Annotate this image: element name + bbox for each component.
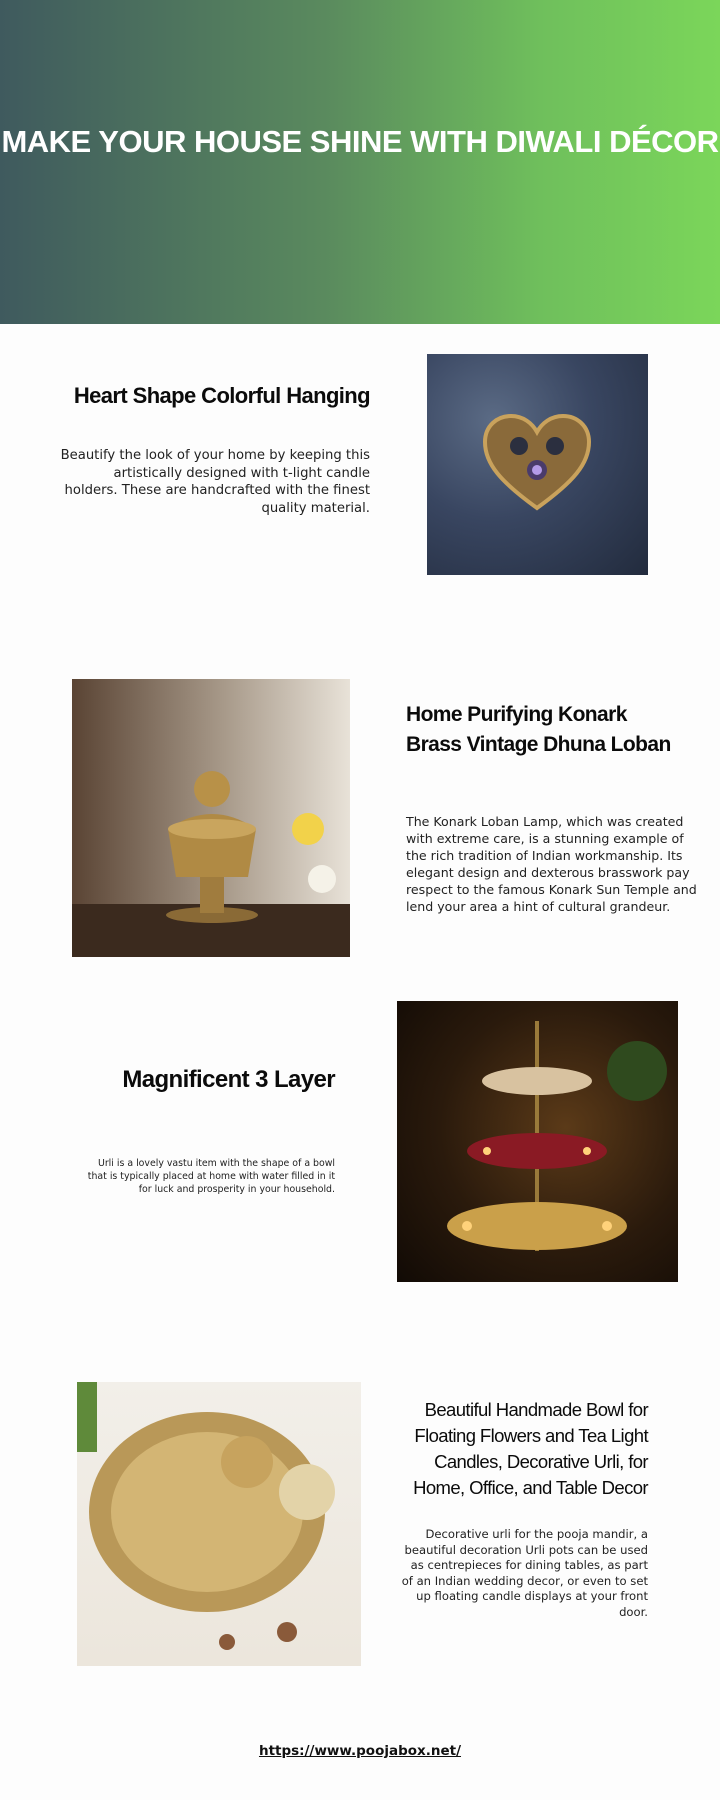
product-description-loban: The Konark Loban Lamp, which was created with extreme care, is a stunning example of the rich tradition of Indian workmanship. Its elegant design and dexterous brasswork pay respect to the famous Konark Sun Temple and lend your area a hint of cultural grandeur. <box>406 814 697 914</box>
hero-banner <box>0 0 720 324</box>
loban-lamp-image <box>72 679 350 957</box>
product-title-heart-hanging: Heart Shape Colorful Hanging <box>73 383 370 408</box>
heart-hanging-image <box>427 354 648 575</box>
product-description-handmade-bowl: Decorative urli for the pooja mandir, a beautiful decoration Urli pots can be used as centrepieces for dining tables, as part of an Indian wedding decor, or even to set up floating candle displays at your front door. <box>401 1527 648 1619</box>
brass-lamp-icon <box>72 679 350 957</box>
product-title-handmade-bowl: Beautiful Handmade Bowl for Floating Flowers and Tea Light Candles, Decorative Urli, for Home, Office, and Table Decor <box>413 1399 648 1498</box>
heart-icon <box>481 412 593 512</box>
brass-bowl-icon <box>77 1382 361 1666</box>
tiered-diya-stand-icon <box>397 1001 678 1282</box>
hero-title: MAKE YOUR HOUSE SHINE WITH DIWALI DÉCOR <box>1 124 719 159</box>
product-description-heart-hanging: Beautify the look of your home by keeping this artistically designed with t-light candle holders. These are handcrafted with the finest quality material. <box>60 448 370 516</box>
product-description-three-layer: Urli is a lovely vastu item with the shape of a bowl that is typically placed at home with water filled in it for luck and prosperity in your household. <box>87 1158 335 1195</box>
three-layer-urli-image <box>397 1001 678 1282</box>
product-title-three-layer: Magnificent 3 Layer <box>122 1066 335 1093</box>
website-link[interactable]: https://www.poojabox.net/ <box>258 1743 462 1759</box>
product-title-loban: Home Purifying Konark Brass Vintage Dhuna Loban <box>406 703 671 756</box>
handmade-bowl-image <box>77 1382 361 1666</box>
